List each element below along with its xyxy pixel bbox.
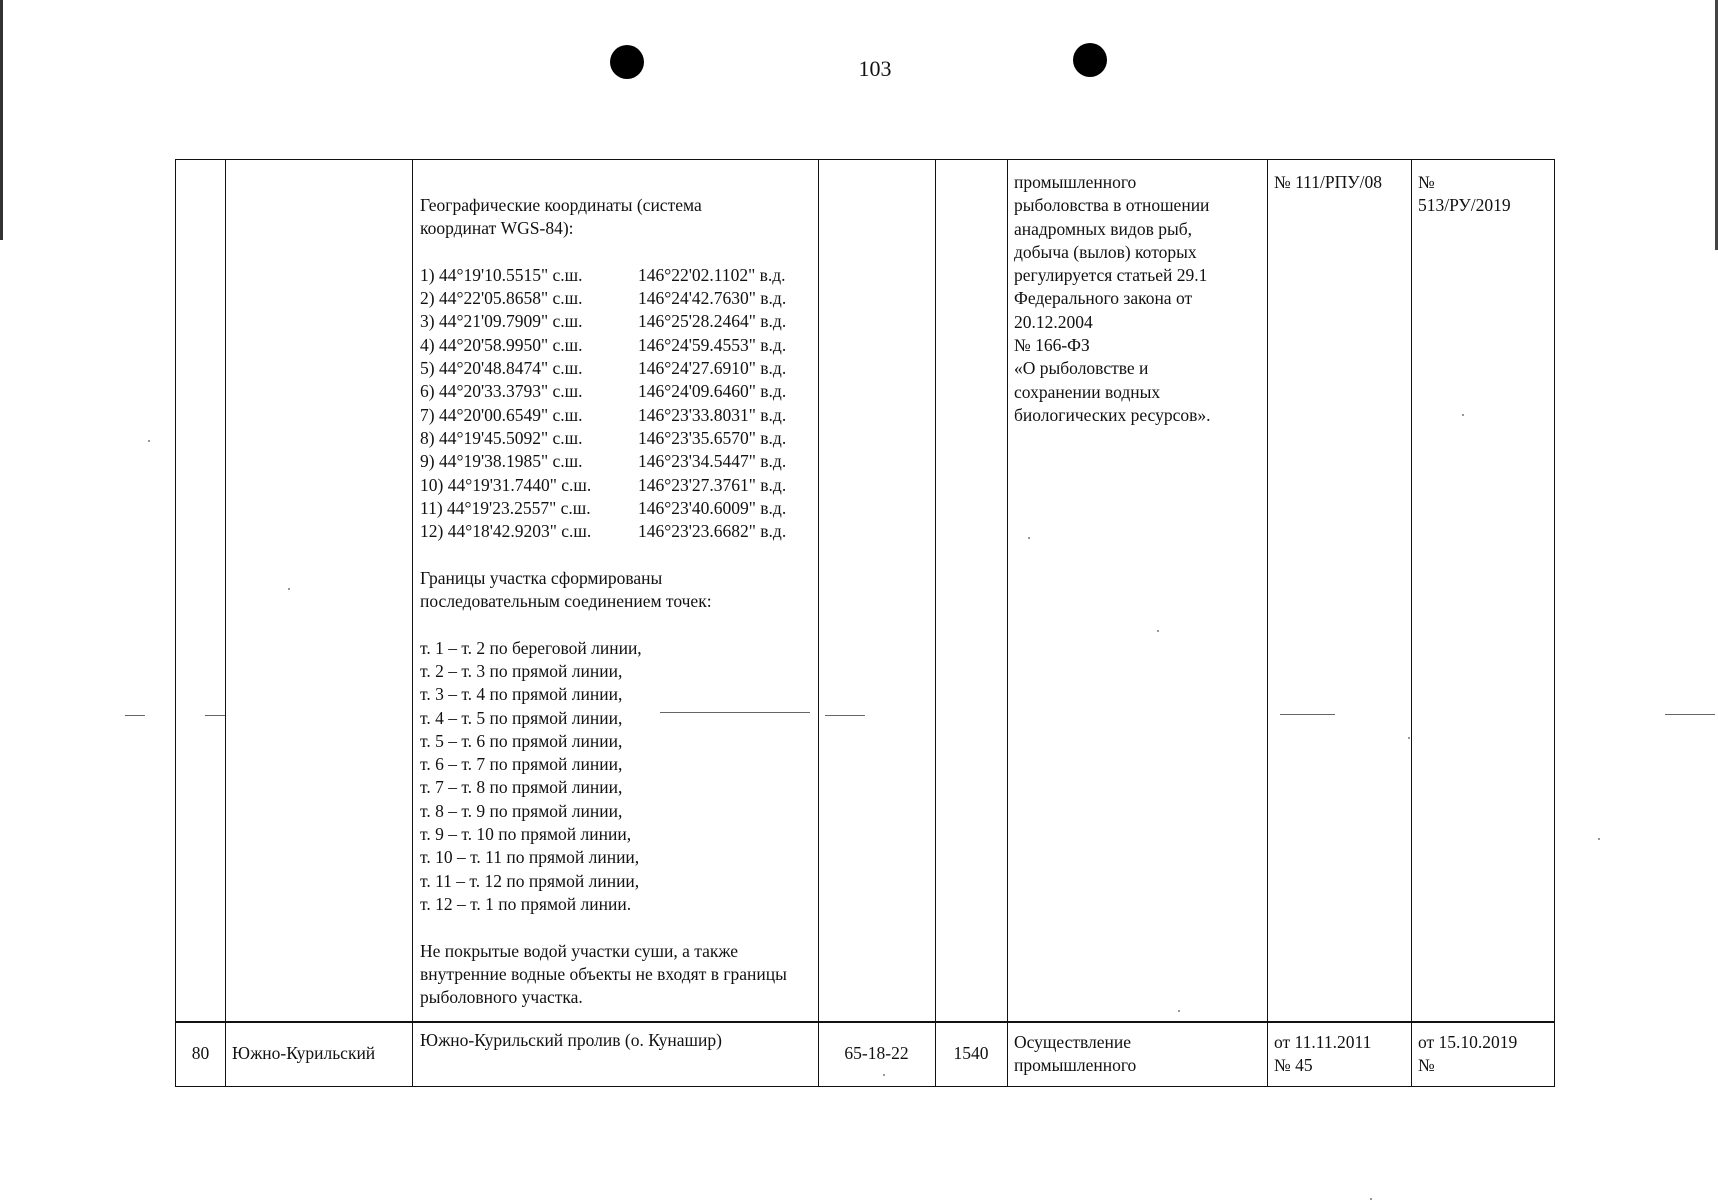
coordinate-latitude: 10) 44°19'31.7440" с.ш. (420, 474, 592, 495)
coordinate-latitude: 9) 44°19'38.1985" с.ш. (420, 451, 583, 472)
scan-mark (660, 712, 810, 713)
scan-speck (1408, 737, 1410, 739)
boundary-segment: т. 2 – т. 3 по прямой линии, (420, 660, 623, 681)
coordinate-longitude: 146°23'34.5447" в.д. (638, 451, 787, 472)
punch-hole-right (1073, 43, 1107, 77)
coordinate-longitude: 146°24'59.4553" в.д. (638, 334, 787, 355)
registration-line: 513/РУ/2019 (1418, 195, 1511, 216)
coordinate-longitude: 146°23'33.8031" в.д. (638, 404, 787, 425)
coordinate-point (420, 520, 816, 543)
coordinates-cell (420, 194, 816, 1009)
coordinate-point (420, 450, 816, 473)
registration-number-cell (1418, 171, 1553, 218)
coordinate-point (420, 310, 816, 333)
coordinate-longitude: 146°23'35.6570" в.д. (638, 427, 787, 448)
row-80-code: 65-18-22 (844, 1043, 909, 1063)
coordinate-point (420, 474, 816, 497)
boundary-segment: т. 6 – т. 7 по прямой линии, (420, 754, 623, 775)
scan-speck (1028, 537, 1030, 539)
coordinate-point (420, 380, 816, 403)
coordinate-point (420, 334, 816, 357)
permit-number-cell (1274, 171, 1414, 194)
page-number: 103 (858, 56, 892, 81)
scan-mark (825, 715, 865, 716)
coordinate-latitude: 1) 44°19'10.5515" с.ш. (420, 264, 583, 285)
coordinate-latitude: 8) 44°19'45.5092" с.ш. (420, 427, 583, 448)
coordinate-point (420, 427, 816, 450)
coordinate-longitude: 146°25'28.2464" в.д. (638, 311, 787, 332)
boundary-segment: т. 8 – т. 9 по прямой линии, (420, 800, 623, 821)
row-80-registration-line: от 15.10.2019 (1418, 1032, 1518, 1052)
scan-speck (148, 440, 150, 442)
boundary-note: Не покрытые водой участки суши, а также внутренние водные объекты не входят в границы рыболовного участка. (420, 940, 787, 1008)
scan-edge-left (0, 0, 3, 240)
coordinate-longitude: 146°23'27.3761" в.д. (638, 474, 787, 495)
coordinate-point (420, 357, 816, 380)
boundary-list (420, 637, 816, 917)
purpose-line: биологических ресурсов». (1014, 404, 1211, 425)
purpose-cell (1014, 171, 1264, 427)
coordinates-heading: Географические координаты (система координат WGS-84): (420, 195, 702, 239)
permit-number: № 111/РПУ/08 (1274, 172, 1383, 192)
row-80-purpose (1014, 1031, 1264, 1078)
row-80-registration (1418, 1031, 1553, 1078)
row-80-area: 1540 (953, 1043, 989, 1063)
fishing-areas-table (175, 159, 1555, 1087)
coordinate-longitude: 146°22'02.1102" в.д. (638, 264, 786, 285)
boundary-segment: т. 11 – т. 12 по прямой линии, (420, 870, 640, 891)
boundary-segment: т. 4 – т. 5 по прямой линии, (420, 707, 623, 728)
coordinate-point (420, 404, 816, 427)
scan-speck (1462, 414, 1464, 416)
coordinate-longitude: 146°23'23.6682" в.д. (638, 521, 787, 542)
scan-speck (1598, 838, 1600, 840)
scan-mark (125, 715, 145, 716)
boundary-segment: т. 12 – т. 1 по прямой линии. (420, 893, 632, 914)
coordinate-longitude: 146°24'27.6910" в.д. (638, 358, 787, 379)
row-80-registration-line: № (1418, 1055, 1435, 1076)
coordinate-longitude: 146°24'42.7630" в.д. (638, 288, 787, 309)
coordinate-latitude: 5) 44°20'48.8474" с.ш. (420, 358, 583, 379)
purpose-line: добыча (вылов) которых (1014, 241, 1197, 262)
row-80-permit-line: от 11.11.2011 (1274, 1032, 1372, 1052)
boundary-segment: т. 7 – т. 8 по прямой линии, (420, 777, 623, 798)
coordinate-point (420, 497, 816, 520)
registration-line: № (1418, 172, 1435, 192)
coordinate-longitude: 146°24'09.6460" в.д. (638, 381, 787, 402)
scan-speck (883, 1074, 885, 1076)
scan-mark (1280, 714, 1335, 715)
punch-hole-left (610, 45, 644, 79)
coordinate-point (420, 287, 816, 310)
boundary-segment: т. 9 – т. 10 по прямой линии, (420, 824, 632, 845)
coordinate-longitude: 146°23'40.6009" в.д. (638, 497, 787, 518)
coordinate-latitude: 11) 44°19'23.2557" с.ш. (420, 497, 591, 518)
boundary-segment: т. 5 – т. 6 по прямой линии, (420, 730, 623, 751)
row-80-location: Южно-Курильский пролив (о. Кунашир) (420, 1030, 722, 1050)
scan-mark (1665, 714, 1715, 715)
row-80-purpose-line: промышленного (1014, 1055, 1137, 1076)
scan-speck (1157, 630, 1159, 632)
purpose-line: Федерального закона от (1014, 288, 1193, 309)
purpose-line: рыболовства в отношении (1014, 195, 1210, 216)
purpose-line: «О рыболовстве и (1014, 358, 1149, 379)
row-80-permit-line: № 45 (1274, 1055, 1313, 1076)
coordinates-list (420, 264, 816, 544)
coordinate-latitude: 4) 44°20'58.9950" с.ш. (420, 334, 583, 355)
purpose-line: регулируется статьей 29.1 (1014, 265, 1208, 286)
purpose-line: сохранении водных (1014, 381, 1161, 402)
row-80-district: Южно-Курильский (232, 1043, 376, 1063)
coordinate-latitude: 3) 44°21'09.7909" с.ш. (420, 311, 583, 332)
coordinate-latitude: 2) 44°22'05.8658" с.ш. (420, 288, 583, 309)
coordinate-point (420, 264, 816, 287)
boundary-segment: т. 1 – т. 2 по береговой линии, (420, 637, 642, 658)
row-80-purpose-line: Осуществление (1014, 1032, 1132, 1052)
purpose-line: промышленного (1014, 172, 1137, 192)
purpose-line: 20.12.2004 (1014, 311, 1093, 332)
coordinate-latitude: 7) 44°20'00.6549" с.ш. (420, 404, 583, 425)
purpose-line: анадромных видов рыб, (1014, 218, 1192, 239)
row-80-number: 80 (191, 1043, 210, 1063)
boundary-segment: т. 10 – т. 11 по прямой линии, (420, 847, 640, 868)
purpose-line: № 166-ФЗ (1014, 335, 1090, 356)
scan-mark (205, 715, 225, 716)
scan-speck (1178, 1010, 1180, 1012)
row-80-permit (1274, 1031, 1411, 1078)
scan-speck (288, 588, 290, 590)
boundary-heading: Границы участка сформированы последовательным соединением точек: (420, 567, 712, 612)
coordinate-latitude: 12) 44°18'42.9203" с.ш. (420, 521, 592, 542)
boundary-segment: т. 3 – т. 4 по прямой линии, (420, 684, 623, 705)
coordinate-latitude: 6) 44°20'33.3793" с.ш. (420, 381, 583, 402)
